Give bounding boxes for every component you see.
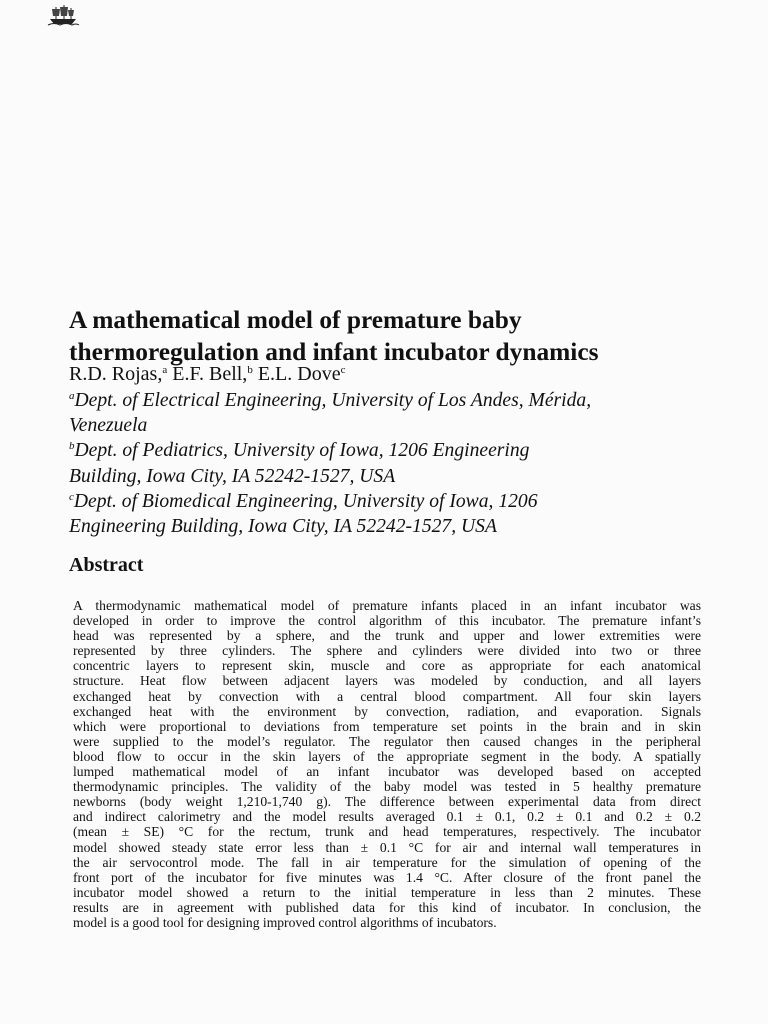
affiliation-line: Building, Iowa City, IA 52242-1527, USA	[69, 465, 396, 487]
affiliation-mark: a	[69, 390, 75, 402]
abstract-line: concentric layers to represent skin, muscle and core as appropriate for each anatomical	[73, 658, 701, 674]
abstract-line: blood flow to occur in the skin layers of the appropriate segment in the body. A spatially	[73, 748, 701, 764]
abstract-line: were supplied to the model’s regulator. The regulator then caused changes in the peripheral	[73, 733, 701, 749]
abstract-line: A thermodynamic mathematical model of premature infants placed in an infant incubator was	[73, 598, 701, 613]
author-list	[69, 362, 345, 386]
abstract-line: thermodynamic principles. The validity of the baby model was tested in 5 healthy premature	[73, 779, 701, 795]
affiliation-line	[69, 489, 729, 514]
abstract-body	[73, 598, 701, 930]
title-line: thermoregulation and infant incubator dynamics	[69, 338, 599, 366]
abstract-line: the air servocontrol mode. The fall in air temperature for the simulation of opening of the	[73, 854, 701, 870]
title-line: A mathematical model of premature baby	[69, 306, 522, 334]
affiliation-mark: b	[69, 440, 75, 453]
author-name: R.D. Rojas,	[69, 363, 163, 385]
abstract-line: developed in order to improve the control algorithm of this incubator. The premature infant’s	[73, 613, 701, 629]
author-affiliation-mark: a	[162, 364, 168, 376]
affiliation-line	[69, 438, 729, 463]
abstract-line: model showed steady state error less than ± 0.1 °C for air and internal wall temperatures in	[73, 839, 701, 855]
abstract-line: which were proportional to deviations from temperature set points in the brain and in skin	[73, 718, 701, 734]
abstract-line: (mean ± SE) °C for the rectum, trunk and head temperatures, respectively. The incubator	[73, 824, 701, 840]
paper-title	[69, 304, 729, 368]
affiliation-text: Dept. of Biomedical Engineering, University of Iowa, 1206	[73, 490, 538, 512]
abstract-line: exchanged heat by convection with a central blood compartment. All four skin layers	[73, 688, 701, 704]
affiliation-text: Dept. of Electrical Engineering, University of Los Andes, Mérida,	[74, 390, 592, 411]
abstract-line: exchanged heat with the environment by convection, radiation, and evaporation. Signals	[73, 703, 701, 719]
author-name: E.F. Bell,	[167, 363, 248, 385]
abstract-line: head was represented by a sphere, and the trunk and upper and lower extremities were	[73, 628, 701, 644]
abstract-line: newborns (body weight 1,210-1,740 g). The difference between experimental data from direct	[73, 794, 701, 810]
affiliation-line: Engineering Building, Iowa City, IA 52242-1527, USA	[69, 516, 497, 538]
affiliation-list	[69, 388, 729, 539]
abstract-line: lumped mathematical model of an infant incubator was developed based on accepted	[73, 764, 701, 780]
abstract-line: and indirect calorimetry and the model results averaged 0.1 ± 0.1, 0.2 ± 0.1 and 0.2 ± 0.2	[73, 809, 701, 825]
abstract-line: incubator model showed a return to the initial temperature in less than 2 minutes. These	[73, 884, 701, 900]
abstract-line: structure. Heat flow between adjacent layers was modeled by conduction, and all layers	[73, 673, 701, 689]
affiliation-line: Venezuela	[69, 415, 148, 437]
author-name: E.L. Dove	[252, 363, 341, 385]
abstract-heading: Abstract	[69, 554, 144, 576]
affiliation-line	[69, 388, 729, 413]
author-affiliation-mark: b	[247, 364, 253, 376]
abstract-line: results are in agreement with published data for this kind of incubator. In conclusion, the	[73, 899, 701, 915]
abstract-line: represented by three cylinders. The sphere and cylinders were divided into two or three	[73, 643, 701, 659]
abstract-line: model is a good tool for designing improved control algorithms of incubators.	[73, 914, 497, 930]
abstract-line: front port of the incubator for five minutes was 1.4 °C. After closure of the front panel the	[73, 869, 701, 885]
author-affiliation-mark: c	[340, 364, 346, 376]
affiliation-text: Dept. of Pediatrics, University of Iowa, 1206 Engineering	[74, 440, 530, 462]
ship-logo-icon	[46, 4, 80, 26]
affiliation-mark: c	[69, 490, 74, 503]
